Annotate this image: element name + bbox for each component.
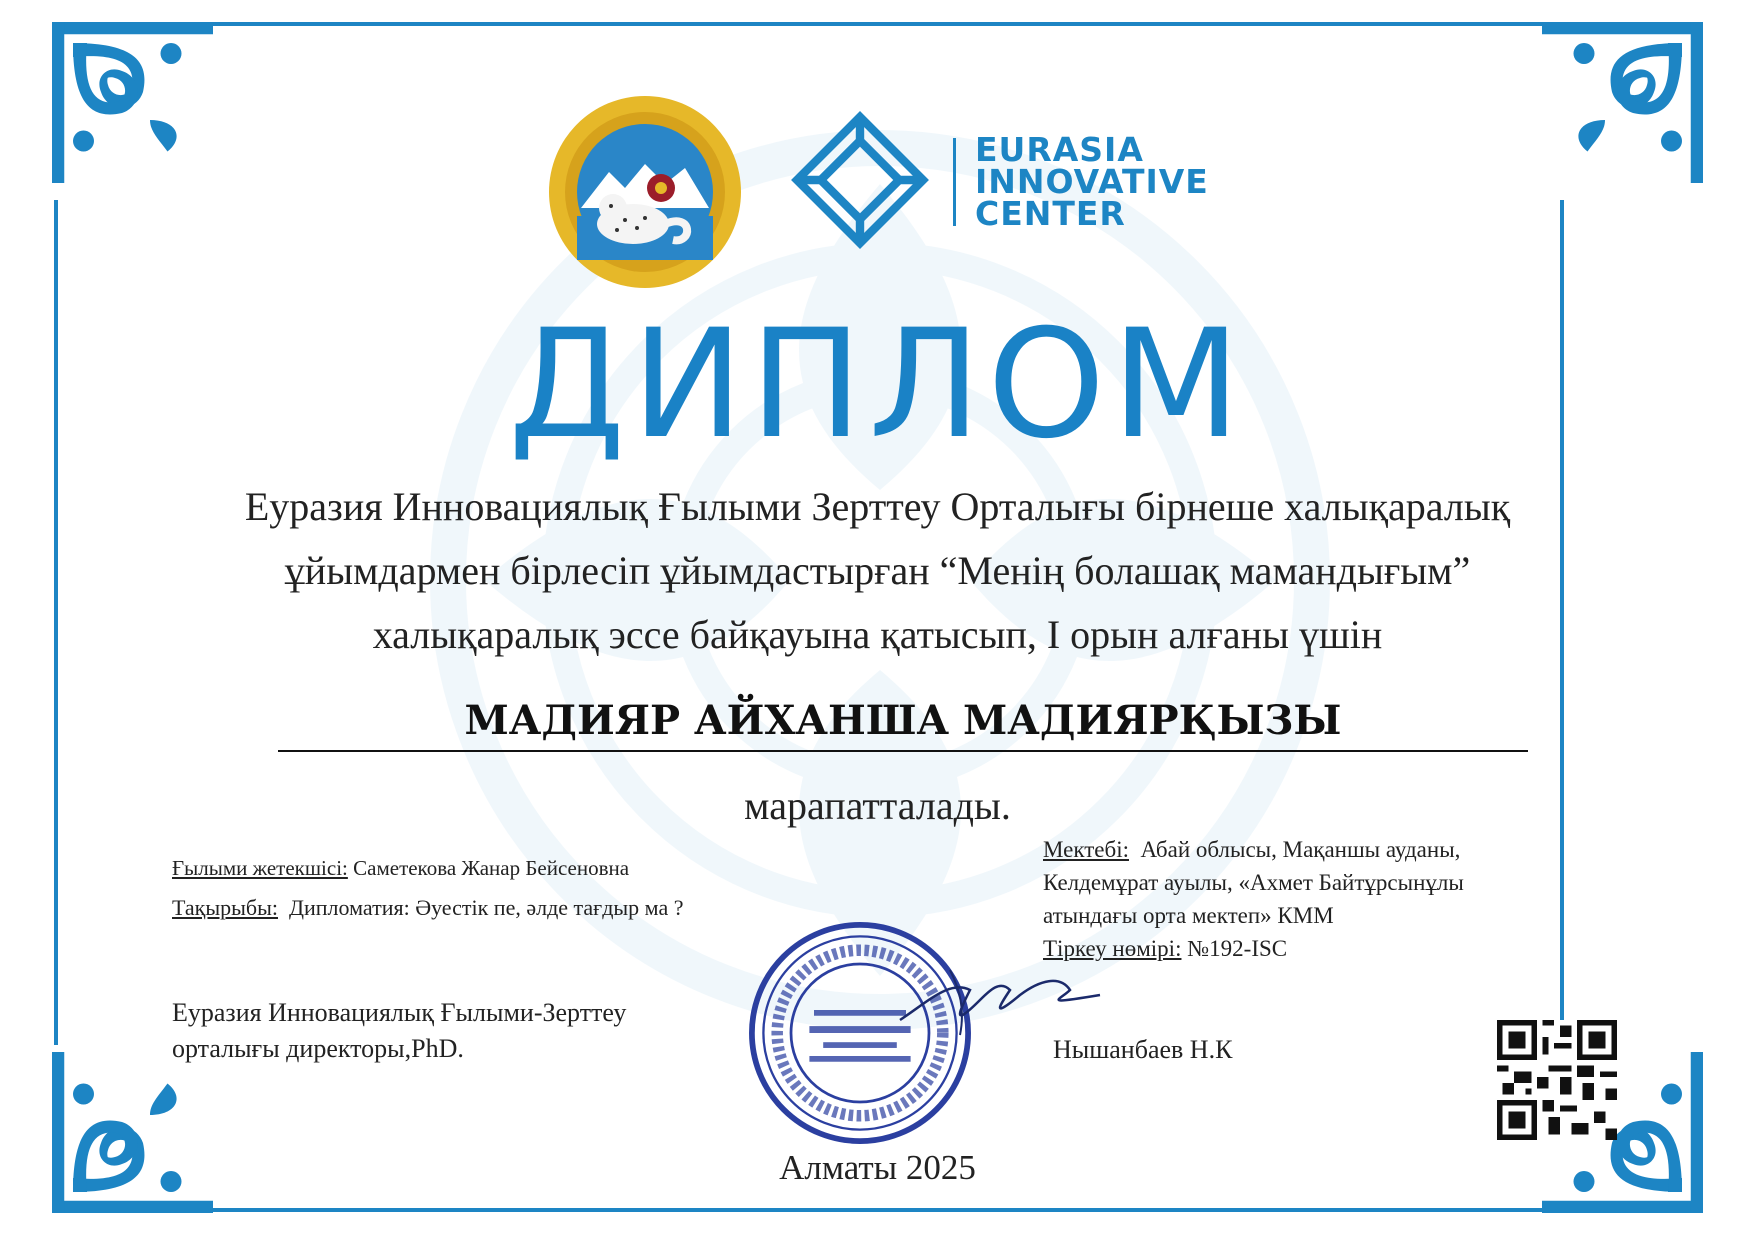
corner-ornament-top-right (1535, 15, 1710, 190)
city-year: Алматы 2025 (779, 1148, 976, 1187)
frame-bottom (205, 1208, 1550, 1212)
eic-logo-text (975, 130, 1209, 233)
awarded-text: марапатталады. (744, 783, 1011, 828)
registration-value: №192-ISC (1187, 936, 1288, 961)
eic-logo-mark (790, 110, 930, 250)
supervisor-value: Саметекова Жанар Бейсеновна (353, 856, 630, 880)
director-line: Еуразия Инновациялық Ғылыми-Зерттеу (172, 998, 627, 1027)
supervisor-row (172, 850, 629, 886)
recipient-name: МАДИЯР АЙХАНША МАДИЯРҚЫЗЫ (464, 697, 1342, 744)
signature (890, 960, 1110, 1040)
registration-label: Тіркеу нөмірі: (1043, 936, 1182, 961)
topic-label: Тақырыбы: (172, 895, 278, 920)
eic-logo-divider (953, 138, 956, 226)
diploma-title: ДИПЛОМ (508, 298, 1247, 472)
eic-logo-line: INNOVATIVE (975, 162, 1209, 201)
school-block (1043, 833, 1464, 965)
school-line: Абай облысы, Мақаншы ауданы, (1140, 837, 1461, 862)
body-line: халықаралық эссе байқауына қатысып, І орын алғаны үшін (372, 612, 1383, 657)
signer-name: Нышанбаев Н.К (1053, 1035, 1233, 1064)
eic-logo-line: CENTER (975, 194, 1126, 233)
recipient-underline (278, 750, 1528, 752)
diploma-body (180, 475, 1575, 667)
director-title (172, 995, 626, 1067)
body-line: Еуразия Инновациялық Ғылыми Зерттеу Орталығы бірнеше халықаралық (244, 484, 1511, 529)
corner-ornament-top-left (45, 15, 220, 190)
school-line: атындағы орта мектеп» КММ (1043, 903, 1334, 928)
supervisor-label: Ғылыми жетекшісі: (172, 856, 348, 880)
topic-row (172, 890, 683, 926)
qr-code (1497, 1020, 1617, 1140)
body-line: ұйымдармен бірлесіп ұйымдастырған “Менің болашақ мамандығым” (284, 548, 1471, 593)
corner-ornament-bottom-left (45, 1045, 220, 1220)
school-line: Келдемұрат ауылы, «Ахмет Байтұрсынұлы (1043, 870, 1464, 895)
frame-top (205, 22, 1550, 26)
eic-logo-line: EURASIA (975, 130, 1144, 169)
topic-value: Дипломатия: Әуестік пе, әлде тағдыр ма ? (289, 895, 684, 920)
almaty-emblem-logo (545, 92, 745, 292)
director-line: орталығы директоры,PhD. (172, 1034, 464, 1063)
school-label: Мектебі: (1043, 837, 1129, 862)
